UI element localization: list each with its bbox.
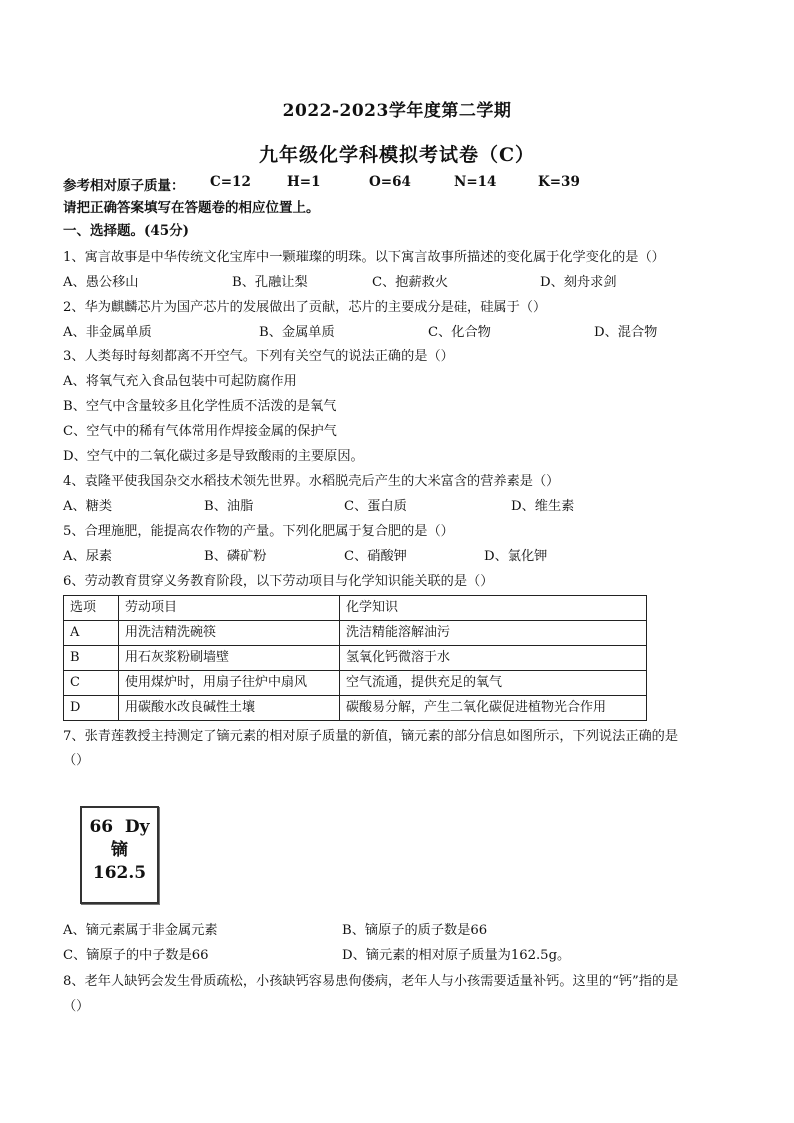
table-header-cell: 劳动项目 [119,596,340,621]
year-title: 2022-2023学年度第二学期 [282,101,512,121]
table-cell: 空气流通，提供充足的氧气 [340,671,647,696]
atomic-mass-h: H=1 [287,174,321,190]
q3-option-a: A、将氧气充入食品包装中可起防腐作用 [63,374,297,389]
q4-option-d: D、维生素 [511,499,575,514]
table-row [64,646,647,671]
q5-option-a: A、尿素 [63,549,113,564]
atomic-mass-k: K=39 [538,174,580,190]
table-cell: 碳酸易分解，产生二氧化碳促进植物光合作用 [340,696,647,721]
q2-option-a: A、非金属单质 [63,325,152,340]
element-name: 镝 [111,840,128,860]
atomic-mass-c: C=12 [210,174,251,190]
table-header-row [64,596,647,621]
table-cell: C [64,671,119,696]
q3-option-b: B、空气中含量较多且化学性质不活泼的是氧气 [63,399,337,414]
q2-option-d: D、混合物 [594,325,658,340]
question-3-stem: 3、人类每时每刻都离不开空气。下列有关空气的说法正确的是（） [63,349,454,364]
table-cell: 使用煤炉时，用扇子往炉中扇风 [119,671,340,696]
table-row [64,671,647,696]
table-cell: 氢氧化钙微溶于水 [340,646,647,671]
q4-option-a: A、糖类 [63,499,113,514]
table-header-cell: 选项 [64,596,119,621]
q7-option-c: C、镝原子的中子数是66 [63,948,209,963]
q5-option-d: D、氯化钾 [484,549,548,564]
atomic-mass-n: N=14 [454,174,497,190]
element-mass: 162.5 [92,863,147,883]
question-8-stem: 8、老年人缺钙会发生骨质疏松，小孩缺钙容易患佝偻病，老年人与小孩需要适量补钙。这里的“钙”指的是 [63,974,679,989]
atomic-mass-o: O=64 [369,174,411,190]
question-8-stem-end: （） [63,999,90,1014]
q4-option-b: B、油脂 [204,499,254,514]
atomic-mass-label: 参考相对原子质量： [63,178,185,194]
table-cell: D [64,696,119,721]
question-1-stem: 1、寓言故事是中华传统文化宝库中一颗璀璨的明珠。以下寓言故事所描述的变化属于化学变化的是（） [63,250,665,265]
question-4-stem: 4、袁隆平使我国杂交水稻技术领先世界。水稻脱壳后产生的大米富含的营养素是（） [63,474,560,489]
table-cell: 洗洁精能溶解油污 [340,621,647,646]
q3-option-d: D、空气中的二氧化碳过多是导致酸雨的主要原因。 [63,449,364,464]
q7-option-b: B、镝原子的质子数是66 [342,923,488,938]
table-cell: 用碳酸水改良碱性土壤 [119,696,340,721]
question-6-table [63,595,647,721]
q1-option-d: D、刻舟求剑 [540,275,617,290]
q1-option-a: A、愚公移山 [63,275,139,290]
section-heading: 一、选择题。(45分) [63,223,190,239]
q4-option-c: C、蛋白质 [344,499,407,514]
q5-option-c: C、硝酸钾 [344,549,407,564]
table-cell: 用石灰浆粉刷墙壁 [119,646,340,671]
q1-option-b: B、孔融让梨 [232,275,308,290]
table-cell: A [64,621,119,646]
q1-option-c: C、抱薪救火 [372,275,449,290]
question-6-stem: 6、劳动教育贯穿义务教育阶段，以下劳动项目与化学知识能关联的是（） [63,574,494,589]
table-cell: 用洗洁精洗碗筷 [119,621,340,646]
question-7-stem-end: （） [63,753,90,768]
element-number-symbol: 66 Dy [89,817,150,837]
q2-option-c: C、化合物 [428,325,491,340]
question-5-stem: 5、合理施肥，能提高农作物的产量。下列化肥属于复合肥的是（） [63,524,454,539]
element-card-dysprosium [80,806,159,904]
table-cell: B [64,646,119,671]
table-row [64,621,647,646]
table-row [64,696,647,721]
question-2-stem: 2、华为麒麟芯片为国产芯片的发展做出了贡献，芯片的主要成分是硅，硅属于（） [63,300,547,315]
question-7-stem: 7、张青莲教授主持测定了镝元素的相对原子质量的新值，镝元素的部分信息如图所示，下列说法正确的是 [63,729,679,744]
q7-option-d: D、镝元素的相对原子质量为162.5g。 [342,948,571,963]
exam-title: 九年级化学科模拟考试卷（C） [258,144,536,166]
instruction: 请把正确答案填写在答题卷的相应位置上。 [63,200,320,216]
q5-option-b: B、磷矿粉 [204,549,267,564]
q3-option-c: C、空气中的稀有气体常用作焊接金属的保护气 [63,424,337,439]
q2-option-b: B、金属单质 [259,325,335,340]
q7-option-a: A、镝元素属于非金属元素 [63,923,218,938]
table-header-cell: 化学知识 [340,596,647,621]
